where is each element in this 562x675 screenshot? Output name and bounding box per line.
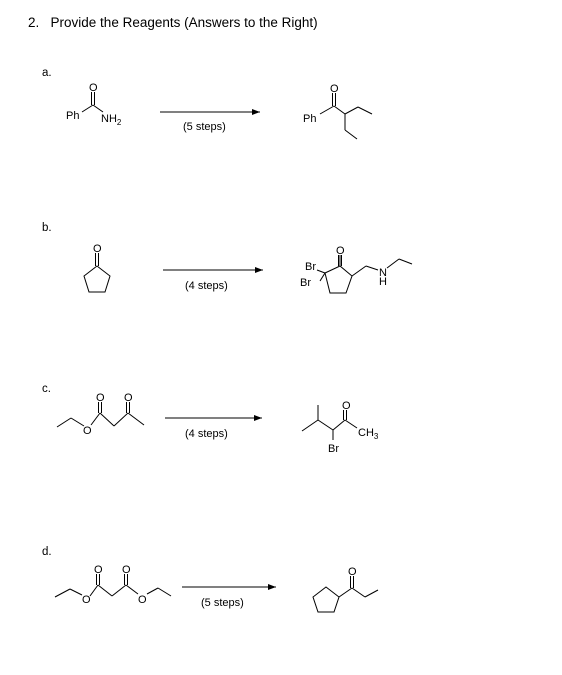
part-d-steps: (5 steps) [201, 597, 244, 609]
part-d-starting-material [55, 564, 171, 606]
part-a-product [303, 83, 372, 139]
part-d-ester-oxygen-1: O [82, 594, 91, 606]
part-c-bromine: Br [328, 443, 339, 455]
part-d-ester-oxygen-2: O [138, 594, 147, 606]
part-c-product-oxygen: O [342, 400, 351, 412]
part-a-starting-material [66, 82, 122, 127]
part-d-carbonyl-oxygen-1: O [94, 564, 103, 576]
part-a-steps: (5 steps) [183, 121, 226, 133]
part-c-label: c. [42, 383, 51, 395]
part-b-carbonyl-oxygen: O [336, 245, 345, 257]
part-a-amine: $NH_2$ [101, 113, 122, 127]
part-c-methyl: $CH_3$ [358, 427, 379, 441]
part-b-steps: (4 steps) [185, 280, 228, 292]
part-a-carbonyl-oxygen: O [89, 82, 98, 94]
part-d-label: d. [42, 546, 52, 558]
part-c-product [302, 400, 379, 455]
part-b-nitrogen: N [379, 267, 387, 279]
part-a-phenyl: Ph [66, 110, 80, 122]
part-b-carbonyl-oxygen: O [93, 243, 102, 255]
question-number: 2. [28, 15, 40, 30]
question-text: Provide the Reagents (Answers to the Right) [50, 15, 318, 30]
part-b-nh-hydrogen: H [379, 276, 387, 288]
part-b-starting-material [84, 243, 110, 292]
part-c-ester-oxygen: O [83, 425, 92, 437]
part-b-bromine-2: Br [300, 277, 311, 289]
part-c-steps: (4 steps) [185, 428, 228, 440]
part-d-product [313, 566, 378, 612]
part-d-carbonyl-oxygen-2: O [122, 564, 131, 576]
part-b-bromine-1: Br [305, 261, 316, 273]
part-a-product-phenyl: Ph [303, 113, 317, 125]
part-c-carbonyl-oxygen-1: O [96, 392, 105, 404]
part-a-label: a. [42, 67, 52, 79]
part-a-product-oxygen: O [330, 83, 339, 95]
part-d-product-oxygen: O [348, 566, 357, 578]
part-c-starting-material [57, 392, 144, 437]
part-b-label: b. [42, 222, 52, 234]
part-c-carbonyl-oxygen-2: O [124, 392, 133, 404]
part-b-product [300, 245, 412, 293]
